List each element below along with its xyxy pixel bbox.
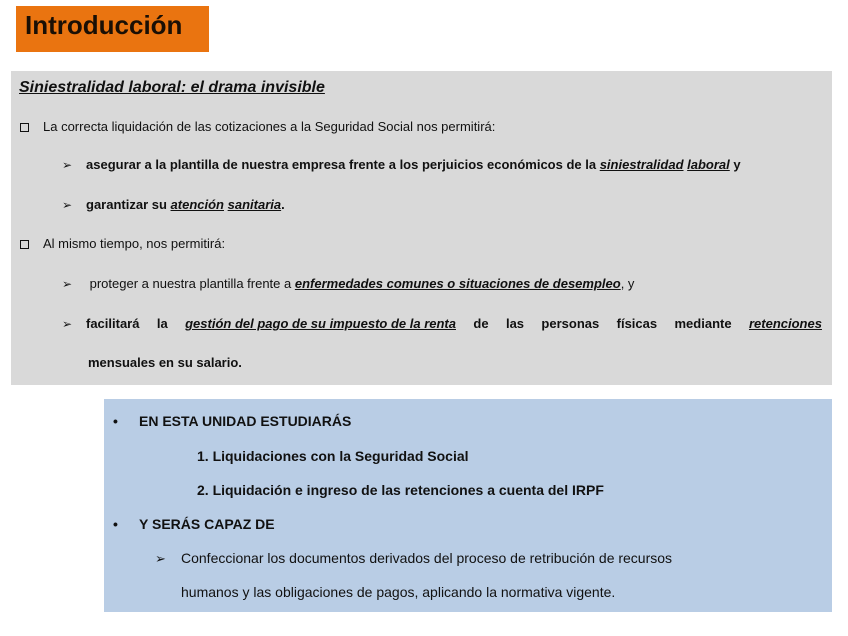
bullet-text: La correcta liquidación de las cotizaciones a la Seguridad Social nos permitirá: <box>43 119 496 134</box>
bullet-line-2 <box>20 236 225 252</box>
sub-bullet-text: y <box>729 157 741 172</box>
arrow-bullet-icon: ➢ <box>62 198 73 212</box>
sub-bullet-text: , y <box>620 276 635 291</box>
sub-bullet-text: proteger a nuestra plantilla frente a <box>86 276 295 291</box>
arrow-bullet-icon: ➢ <box>62 158 73 172</box>
sub-bullet-continuation: mensuales en su salario. <box>88 355 242 370</box>
emphasis-text: atención <box>170 197 224 212</box>
arrow-bullet-icon: ➢ <box>62 277 73 291</box>
emphasis-text: laboral <box>687 157 730 172</box>
emphasis-text: enfermedades comunes o situaciones de desempleo <box>294 276 621 291</box>
unit-heading-text: EN ESTA UNIDAD ESTUDIARÁS <box>139 413 352 429</box>
capable-line-1 <box>155 549 672 568</box>
dot-bullet-icon: • <box>113 516 118 532</box>
bullet-line-1 <box>20 119 495 135</box>
arrow-bullet-icon: ➢ <box>155 551 166 566</box>
capable-text: Confeccionar los documentos derivados del proceso de retribución de recursos <box>181 550 673 566</box>
justified-line <box>86 316 822 332</box>
square-bullet-icon <box>20 123 29 132</box>
page-title <box>16 6 209 52</box>
square-bullet-icon <box>20 240 29 249</box>
page-title-text: Introducción <box>25 10 183 40</box>
emphasis-text: siniestralidad <box>599 157 684 172</box>
emphasis-text: retenciones <box>748 316 822 331</box>
section-subtitle: Siniestralidad laboral: el drama invisible <box>19 79 325 96</box>
dot-bullet-icon: • <box>113 413 118 429</box>
word: físicas <box>616 316 658 331</box>
capable-line-2: humanos y las obligaciones de pagos, aplicando la normativa vigente. <box>181 584 616 600</box>
sub-bullet-line-1 <box>62 157 741 173</box>
emphasis-text: sanitaria <box>227 197 282 212</box>
unit-summary-panel <box>104 399 832 612</box>
word: de <box>473 316 489 331</box>
unit-heading <box>113 412 351 430</box>
sub-bullet-text: garantizar su <box>86 197 171 212</box>
word: facilitará <box>86 316 140 331</box>
unit-item-1: 1. Liquidaciones con la Seguridad Social <box>197 448 469 464</box>
capable-heading-text: Y SERÁS CAPAZ DE <box>139 516 275 532</box>
word: la <box>156 316 168 331</box>
sub-bullet-line-3 <box>62 276 634 292</box>
sub-bullet-text: asegurar a la plantilla de nuestra empresa frente a los perjuicios económicos de la <box>86 157 600 172</box>
emphasis-text: gestión del pago de su impuesto de la renta <box>185 316 456 331</box>
unit-item-2: 2. Liquidación e ingreso de las retenciones a cuenta del IRPF <box>197 482 604 498</box>
capable-heading <box>113 515 275 533</box>
sub-bullet-text: . <box>281 197 285 212</box>
word: las <box>505 316 525 331</box>
arrow-bullet-icon: ➢ <box>62 317 73 331</box>
sub-bullet-line-4 <box>62 316 822 332</box>
word: personas <box>541 316 600 331</box>
sub-bullet-line-2 <box>62 197 285 213</box>
word: mediante <box>674 316 732 331</box>
bullet-text: Al mismo tiempo, nos permitirá: <box>43 236 226 251</box>
